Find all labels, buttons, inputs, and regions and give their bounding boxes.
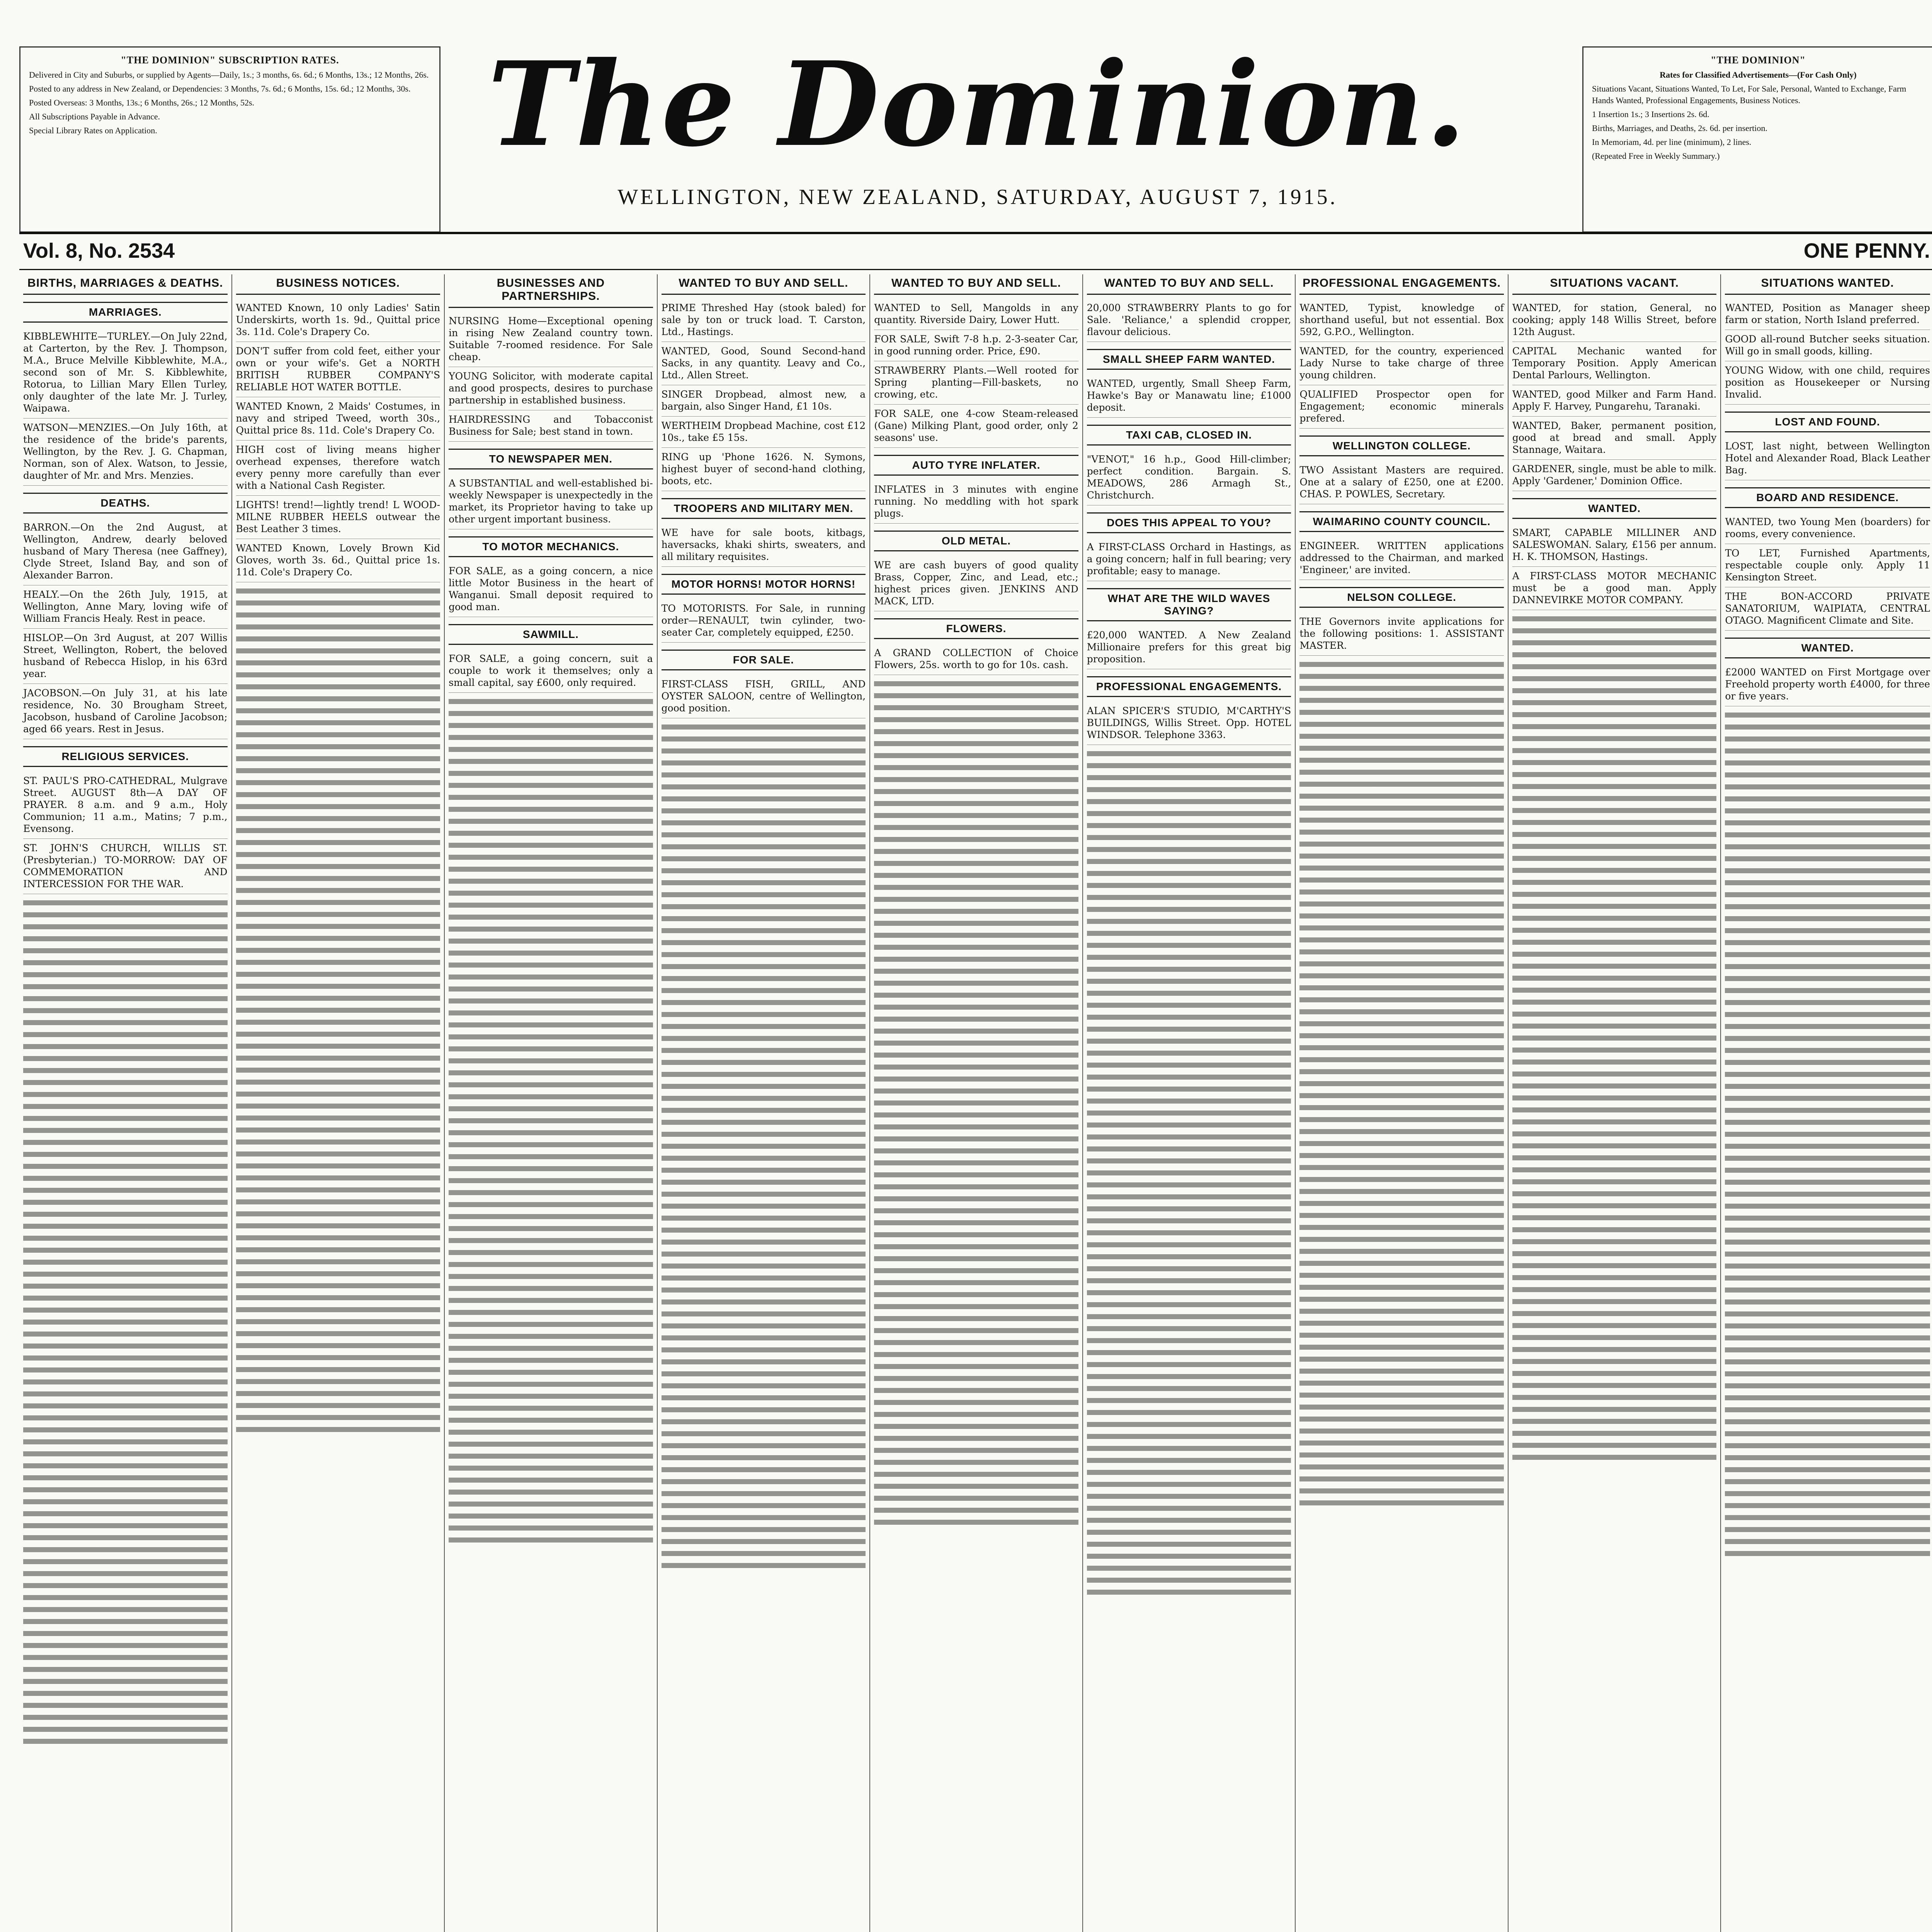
section-subhead: WANTED. (1512, 498, 1717, 519)
classified-columns (19, 274, 1932, 1932)
classified-ad: STRAWBERRY Plants.—Well rooted for Spring planting—Fill-baskets, no crowing, etc. (874, 361, 1078, 405)
section-subhead: NELSON COLLEGE. (1299, 587, 1504, 608)
continued-text-block (1087, 747, 1291, 1597)
classified-ad: YOUNG Widow, with one child, requires position as Housekeeper or Nursing Invalid. (1725, 361, 1930, 405)
subscription-rates-box (19, 46, 440, 233)
classified-ad: BARRON.—On the 2nd August, at Wellington, Andrew, dearly beloved husband of Mary Theresa (nee Gaffney), Clyde Street, Island Bay, and son of Alexander Barron. (23, 518, 228, 585)
classified-ad: WANTED, Typist, knowledge of shorthand useful, but not essential. Box 592, G.P.O., Wellington. (1299, 299, 1504, 342)
classified-line: In Memoriam, 4d. per line (minimum), 2 lines. (1592, 137, 1752, 147)
volume-bar (19, 232, 1932, 270)
classified-ad: WANTED, two Young Men (boarders) for rooms, every convenience. (1725, 513, 1930, 544)
classified-ad: GARDENER, single, must be able to milk. Apply 'Gardener,' Dominion Office. (1512, 460, 1717, 491)
classified-ad: ENGINEER. WRITTEN applications addressed to the Chairman, and marked 'Engineer,' are invited. (1299, 537, 1504, 580)
classified-ad: WANTED Known, 2 Maids' Costumes, in navy and striped Tweed, worth 30s., Quittal price 8s. 11d. Cole's Drapery Co. (236, 397, 440, 440)
classified-ad: INFLATES in 3 minutes with engine running. No meddling with hot spark plugs. (874, 480, 1078, 524)
continued-text-block (662, 721, 866, 1571)
classified-ad: WANTED Known, Lovely Brown Kid Gloves, worth 3s. 6d., Quittal price 1s. 11d. Cole's Drapery Co. (236, 539, 440, 582)
classified-ad: WANTED, for station, General, no cooking; apply 148 Willis Street, before 12th August. (1512, 299, 1717, 342)
classified-ad: WANTED, Position as Manager sheep farm or station, North Island preferred. (1725, 299, 1930, 330)
subscription-line: Delivered in City and Suburbs, or supplied by Agents—Daily, 1s.; 3 months, 6s. 6d.; 6 Months, 13s.; 12 Months, 26s. (29, 70, 429, 80)
classified-ad: WANTED, good Milker and Farm Hand. Apply F. Harvey, Pungarehu, Taranaki. (1512, 385, 1717, 417)
classified-ad: WANTED, for the country, experienced Lady Nurse to take charge of three young children. (1299, 342, 1504, 385)
volume-number: Vol. 8, No. 2534 (23, 239, 175, 262)
section-subhead: SAWMILL. (449, 624, 653, 645)
section-subhead: TROOPERS AND MILITARY MEN. (662, 498, 866, 519)
classified-ad: SMART, CAPABLE MILLINER AND SALESWOMAN. Salary, £156 per annum. H. K. THOMSON, Hastings. (1512, 524, 1717, 567)
section-subhead: PROFESSIONAL ENGAGEMENTS. (1087, 676, 1291, 697)
classified-ad: CAPITAL Mechanic wanted for Temporary Position. Apply American Dental Parlours, Wellington. (1512, 342, 1717, 385)
section-subhead: WAIMARINO COUNTY COUNCIL. (1299, 511, 1504, 532)
column (1721, 274, 1932, 1932)
classified-ad: WANTED, Good, Sound Second-hand Sacks, in any quantity. Leavy and Co., Ltd., Allen Street. (662, 342, 866, 385)
section-subhead: WHAT ARE THE WILD WAVES SAYING? (1087, 588, 1291, 621)
classified-ad: DON'T suffer from cold feet, either your own or your wife's. Get a NORTH BRITISH RUBBER COMPANY'S RELIABLE HOT WATER BOTTLE. (236, 342, 440, 397)
masthead (19, 31, 1932, 228)
classified-ad: QUALIFIED Prospector open for Engagement; economic minerals prefered. (1299, 385, 1504, 429)
classified-line: Situations Vacant, Situations Wanted, To Let, For Sale, Personal, Wanted to Exchange, Farm Hands Wanted, Professional Engagements, Business Notices. (1592, 84, 1906, 105)
classified-line: (Repeated Free in Weekly Summary.) (1592, 151, 1720, 161)
classified-ad: LIGHTS! trend!—lightly trend! L WOOD-MILNE RUBBER HEELS outwear the Best Leather 3 times. (236, 496, 440, 539)
classified-ad: £20,000 WANTED. A New Zealand Millionaire prefers for this great big proposition. (1087, 626, 1291, 669)
column-heading: WANTED TO BUY AND SELL. (1087, 274, 1291, 295)
continued-text-block (449, 695, 653, 1545)
classified-ad: WE have for sale boots, kitbags, haversacks, khaki shirts, sweaters, and all military requisites. (662, 524, 866, 567)
section-subhead: FLOWERS. (874, 618, 1078, 639)
continued-text-block (874, 677, 1078, 1527)
classified-rates-title: "THE DOMINION" (1711, 54, 1806, 66)
column (232, 274, 445, 1932)
classified-ad: WATSON—MENZIES.—On July 16th, at the residence of the bride's parents, Wellington, by the Rev. J. G. Chapman, Norman, son of Alex. Watson, to Jessie, daughter of Mr. and Mrs. Menzies. (23, 418, 228, 486)
continued-text-block (236, 585, 440, 1435)
section-subhead: FOR SALE. (662, 650, 866, 670)
classified-ad: WANTED to Sell, Mangolds in any quantity. Riverside Dairy, Lower Hutt. (874, 299, 1078, 330)
section-subhead: MOTOR HORNS! MOTOR HORNS! (662, 574, 866, 595)
classified-ad: THE Governors invite applications for the following positions: 1. ASSISTANT MASTER. (1299, 612, 1504, 656)
classified-line: Births, Marriages, and Deaths, 2s. 6d. per insertion. (1592, 123, 1767, 133)
section-subhead: WANTED. (1725, 638, 1930, 658)
classified-ad: NURSING Home—Exceptional opening in rising New Zealand country town. Suitable 7-roomed residence. For Sale cheap. (449, 312, 653, 367)
classified-ad: £2000 WANTED on First Mortgage over Freehold property worth £4000, for three or five years. (1725, 663, 1930, 706)
classified-ad: HEALY.—On the 26th July, 1915, at Wellington, Anne Mary, loving wife of William Francis Healy. Rest in peace. (23, 585, 228, 629)
classified-ad: GOOD all-round Butcher seeks situation. Will go in small goods, killing. (1725, 330, 1930, 361)
classified-ad: A FIRST-CLASS MOTOR MECHANIC must be a good man. Apply DANNEVIRKE MOTOR COMPANY. (1512, 567, 1717, 610)
classified-rates-subtitle: Rates for Classified Advertisements—(For Cash Only) (1660, 70, 1857, 80)
classified-ad: HISLOP.—On 3rd August, at 207 Willis Street, Wellington, Robert, the beloved husband of Rebecca Hislop, in his 63rd year. (23, 629, 228, 684)
classified-ad: A GRAND COLLECTION of Choice Flowers, 25s. worth to go for 10s. cash. (874, 644, 1078, 675)
classified-rates-box (1582, 46, 1932, 233)
classified-ad: SINGER Dropbead, almost new, a bargain, also Singer Hand, £1 10s. (662, 385, 866, 417)
section-subhead: TO NEWSPAPER MEN. (449, 449, 653, 469)
section-subhead: MARRIAGES. (23, 302, 228, 323)
classified-ad: FOR SALE, Swift 7-8 h.p. 2-3-seater Car, in good running order. Price, £90. (874, 330, 1078, 361)
section-subhead: TO MOTOR MECHANICS. (449, 536, 653, 557)
classified-ad: FOR SALE, as a going concern, a nice little Motor Business in the heart of Wanganui. Small deposit required to good man. (449, 562, 653, 617)
classified-ad: WANTED, urgently, Small Sheep Farm, Hawke's Bay or Manawatu line; £1000 deposit. (1087, 374, 1291, 418)
section-subhead: BOARD AND RESIDENCE. (1725, 487, 1930, 508)
section-subhead: DEATHS. (23, 493, 228, 514)
subscription-line: Special Library Rates on Application. (29, 126, 157, 135)
classified-ad: LOST, last night, between Wellington Hotel and Alexander Road, Black Leather Bag. (1725, 437, 1930, 480)
classified-line: 1 Insertion 1s.; 3 Insertions 2s. 6d. (1592, 109, 1709, 119)
subscription-line: All Subscriptions Payable in Advance. (29, 112, 160, 121)
column-heading: BIRTHS, MARRIAGES & DEATHS. (23, 274, 228, 295)
classified-ad: ALAN SPICER'S STUDIO, M'CARTHY'S BUILDINGS, Willis Street. Opp. HOTEL WINDSOR. Telephone 3363. (1087, 702, 1291, 745)
column-heading: SITUATIONS VACANT. (1512, 274, 1717, 295)
classified-ad: "VENOT," 16 h.p., Good Hill-climber; perfect condition. Bargain. S. MEADOWS, 286 Armagh St., Christchurch. (1087, 450, 1291, 505)
classified-ad: FOR SALE, a going concern, suit a couple to work it themselves; only a small capital, say £600, only required. (449, 650, 653, 693)
section-subhead: LOST AND FOUND. (1725, 412, 1930, 432)
classified-ad: THE BON-ACCORD PRIVATE SANATORIUM, WAIPIATA, CENTRAL OTAGO. Magnificent Climate and Site. (1725, 587, 1930, 631)
section-subhead: AUTO TYRE INFLATER. (874, 455, 1078, 476)
classified-ad: FOR SALE, one 4-cow Steam-released (Gane) Milking Plant, good order, only 2 seasons' use. (874, 405, 1078, 448)
dateline: WELLINGTON, NEW ZEALAND, SATURDAY, AUGUST 7, 1915. (617, 185, 1338, 209)
classified-ad: FIRST-CLASS FISH, GRILL, AND OYSTER SALOON, centre of Wellington, good position. (662, 675, 866, 718)
classified-ad: PRIME Threshed Hay (stook baled) for sale by ton or truck load. T. Carston, Ltd., Hastings. (662, 299, 866, 342)
subscription-line: Posted Overseas: 3 Months, 13s.; 6 Months, 26s.; 12 Months, 52s. (29, 98, 255, 107)
column (870, 274, 1083, 1932)
classified-ad: HIGH cost of living means higher overhead expenses, therefore watch every penny more carefully than ever with a National Cash Register. (236, 440, 440, 496)
column (445, 274, 658, 1932)
classified-ad: ST. JOHN'S CHURCH, WILLIS ST. (Presbyterian.) TO-MORROW: DAY OF COMMEMORATION AND INTERCESSION FOR THE WAR. (23, 839, 228, 894)
section-subhead: SMALL SHEEP FARM WANTED. (1087, 349, 1291, 370)
classified-ad: RING up 'Phone 1626. N. Symons, highest buyer of second-hand clothing, boots, etc. (662, 448, 866, 491)
subscription-line: Posted to any address in New Zealand, or Dependencies: 3 Months, 7s. 6d.; 6 Months, 15s. 6d.; 12 Months, 30s. (29, 84, 411, 94)
continued-text-block (1512, 612, 1717, 1463)
section-subhead: TAXI CAB, CLOSED IN. (1087, 425, 1291, 446)
continued-text-block (23, 896, 228, 1747)
classified-ad: WANTED Known, 10 only Ladies' Satin Underskirts, worth 1s. 9d., Quittal price 3s. 11d. Cole's Drapery Co. (236, 299, 440, 342)
column (1296, 274, 1509, 1932)
classified-ad: 20,000 STRAWBERRY Plants to go for Sale. 'Reliance,' a splendid cropper, flavour delicious. (1087, 299, 1291, 342)
column-heading: WANTED TO BUY AND SELL. (874, 274, 1078, 295)
column-heading: WANTED TO BUY AND SELL. (662, 274, 866, 295)
column (19, 274, 232, 1932)
classified-ad: A SUBSTANTIAL and well-established bi-weekly Newspaper is unexpectedly in the market, its Proprietor having to take up other urgent important business. (449, 474, 653, 529)
continued-text-block (1725, 709, 1930, 1559)
column (1083, 274, 1296, 1932)
section-subhead: DOES THIS APPEAL TO YOU? (1087, 512, 1291, 533)
column-heading: SITUATIONS WANTED. (1725, 274, 1930, 295)
column (1509, 274, 1721, 1932)
section-subhead: OLD METAL. (874, 531, 1078, 551)
price: ONE PENNY. (1803, 239, 1930, 262)
classified-ad: JACOBSON.—On July 31, at his late residence, No. 30 Brougham Street, Jacobson, husband of Caroline Jacobson; aged 66 years. Rest in Jesus. (23, 684, 228, 739)
column-heading: BUSINESSES AND PARTNERSHIPS. (449, 274, 653, 308)
classified-ad: TO LET, Furnished Apartments, respectable couple only. Apply 11 Kensington Street. (1725, 544, 1930, 587)
section-subhead: WELLINGTON COLLEGE. (1299, 435, 1504, 456)
classified-ad: TO MOTORISTS. For Sale, in running order—RENAULT, twin cylinder, two-seater Car, completely equipped, £250. (662, 599, 866, 643)
classified-ad: YOUNG Solicitor, with moderate capital and good prospects, desires to purchase partnership in established business. (449, 367, 653, 410)
classified-ad: KIBBLEWHITE—TURLEY.—On July 22nd, at Carterton, by the Rev. J. Thompson, M.A., Bruce Melville Kibblewhite, M.A., second son of Mr. S. Kibblewhite, Rotorua, to Lillian Mary Ellen Turley, only daughter of the late Mr. J. Turley, Waipawa. (23, 327, 228, 418)
newspaper-nameplate: The Dominion. (488, 36, 1468, 172)
continued-text-block (1299, 658, 1504, 1508)
column (658, 274, 871, 1932)
classified-ad: ST. PAUL'S PRO-CATHEDRAL, Mulgrave Street. AUGUST 8th—A DAY OF PRAYER. 8 a.m. and 9 a.m., Holy Communion; 11 a.m., Matins; 7 p.m., Evensong. (23, 772, 228, 839)
classified-ad: TWO Assistant Masters are required. One at a salary of £250, one at £200. CHAS. P. POWLES, Secretary. (1299, 461, 1504, 504)
column-heading: PROFESSIONAL ENGAGEMENTS. (1299, 274, 1504, 295)
classified-ad: A FIRST-CLASS Orchard in Hastings, as a going concern; half in full bearing; very profitable; easy to manage. (1087, 538, 1291, 581)
column-heading: BUSINESS NOTICES. (236, 274, 440, 295)
subscription-rates-title: "THE DOMINION" SUBSCRIPTION RATES. (121, 54, 339, 66)
classified-ad: HAIRDRESSING and Tobacconist Business for Sale; best stand in town. (449, 410, 653, 442)
classified-ad: WE are cash buyers of good quality Brass, Copper, Zinc, and Lead, etc.; highest prices given. JENKINS AND MACK, LTD. (874, 556, 1078, 611)
classified-ad: WERTHEIM Dropbead Machine, cost £12 10s., take £5 15s. (662, 417, 866, 448)
classified-ad: WANTED, Baker, permanent position, good at bread and small. Apply Stannage, Waitara. (1512, 417, 1717, 460)
section-subhead: RELIGIOUS SERVICES. (23, 746, 228, 767)
